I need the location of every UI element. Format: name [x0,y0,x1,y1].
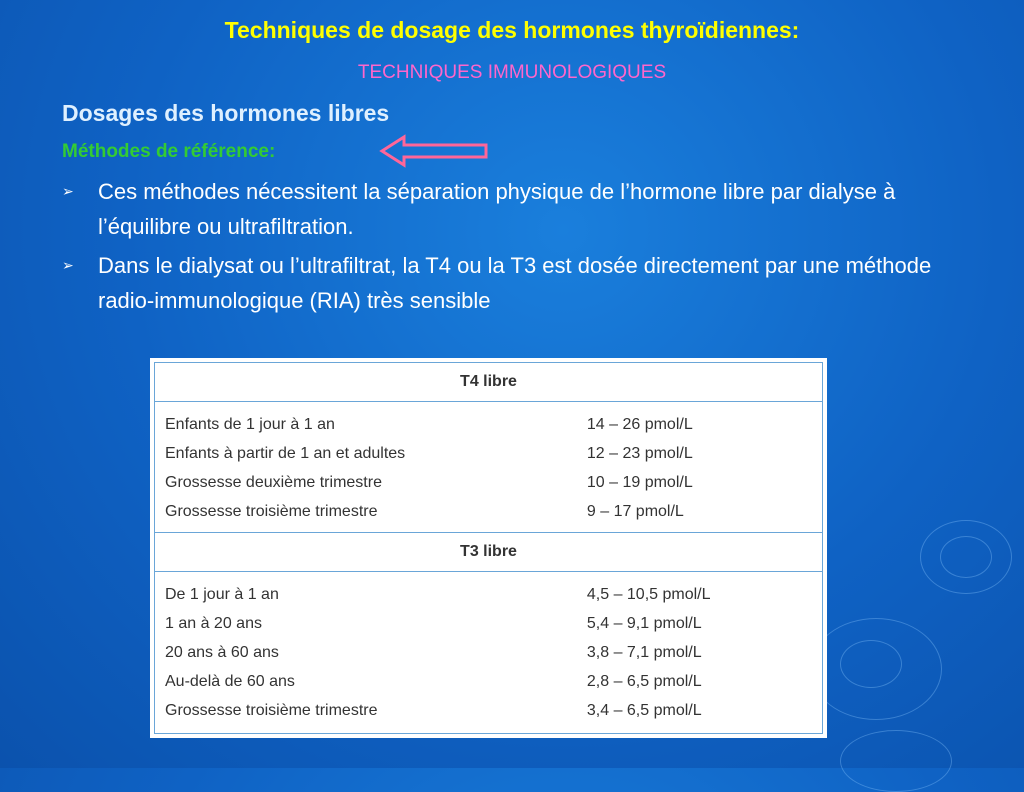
table-row [155,609,822,638]
section-heading: Dosages des hormones libres [62,100,390,126]
row-label: Au-delà de 60 ans [165,672,295,690]
bullet-text: Ces méthodes nécessitent la séparation physique de l’hormone libre par dialyse à l’équilibre ou ultrafiltration. [98,179,896,239]
row-value: 3,4 – 6,5 pmol/L [586,701,702,719]
row-value: 9 – 17 pmol/L [586,502,684,520]
reference-values-table [150,358,827,738]
row-label: 1 an à 20 ans [165,614,262,632]
table-row [155,696,822,725]
table-row [155,439,822,468]
ripple-decoration [920,520,1012,594]
table-row [155,410,822,439]
row-value: 5,4 – 9,1 pmol/L [586,614,702,632]
row-value: 4,5 – 10,5 pmol/L [586,585,711,603]
t3-body [155,572,822,731]
row-value: 10 – 19 pmol/L [586,473,693,491]
row-value: 12 – 23 pmol/L [586,444,693,462]
table-row [155,497,822,526]
row-label: Grossesse deuxième trimestre [165,473,382,491]
bullet-arrow-icon: ➢ [62,257,74,273]
t4-body [155,402,822,533]
table-row [155,667,822,696]
row-label: Grossesse troisième trimestre [165,701,378,719]
table-row [155,580,822,609]
row-value: 2,8 – 6,5 pmol/L [586,672,702,690]
bullet-item [62,174,982,244]
row-label: De 1 jour à 1 an [165,585,279,603]
left-arrow-icon [378,133,492,169]
slide-subtitle: TECHNIQUES IMMUNOLOGIQUES [357,62,667,83]
slide-title: Techniques de dosage des hormones thyroïdiennes: [224,17,800,43]
section-subheading: Méthodes de référence: [62,141,276,162]
row-value: 14 – 26 pmol/L [586,415,693,433]
table-row [155,638,822,667]
bullet-arrow-icon: ➢ [62,183,74,199]
ripple-decoration [810,618,942,720]
row-label: 20 ans à 60 ans [165,643,279,661]
row-label: Enfants à partir de 1 an et adultes [165,444,406,462]
bullet-item [62,248,982,318]
ripple-decoration [840,730,952,792]
row-label: Grossesse troisième trimestre [165,502,378,520]
table-frame [154,362,823,734]
row-label: Enfants de 1 jour à 1 an [165,415,335,433]
t4-header: T4 libre [155,363,822,402]
bullet-text: Dans le dialysat ou l’ultrafiltrat, la T4 ou la T3 est dosée directement par une méthode radio-immunologique (RIA) très sensible [98,253,932,313]
table-row [155,468,822,497]
bullet-list [62,174,982,322]
row-value: 3,8 – 7,1 pmol/L [586,643,702,661]
t3-header: T3 libre [155,533,822,572]
